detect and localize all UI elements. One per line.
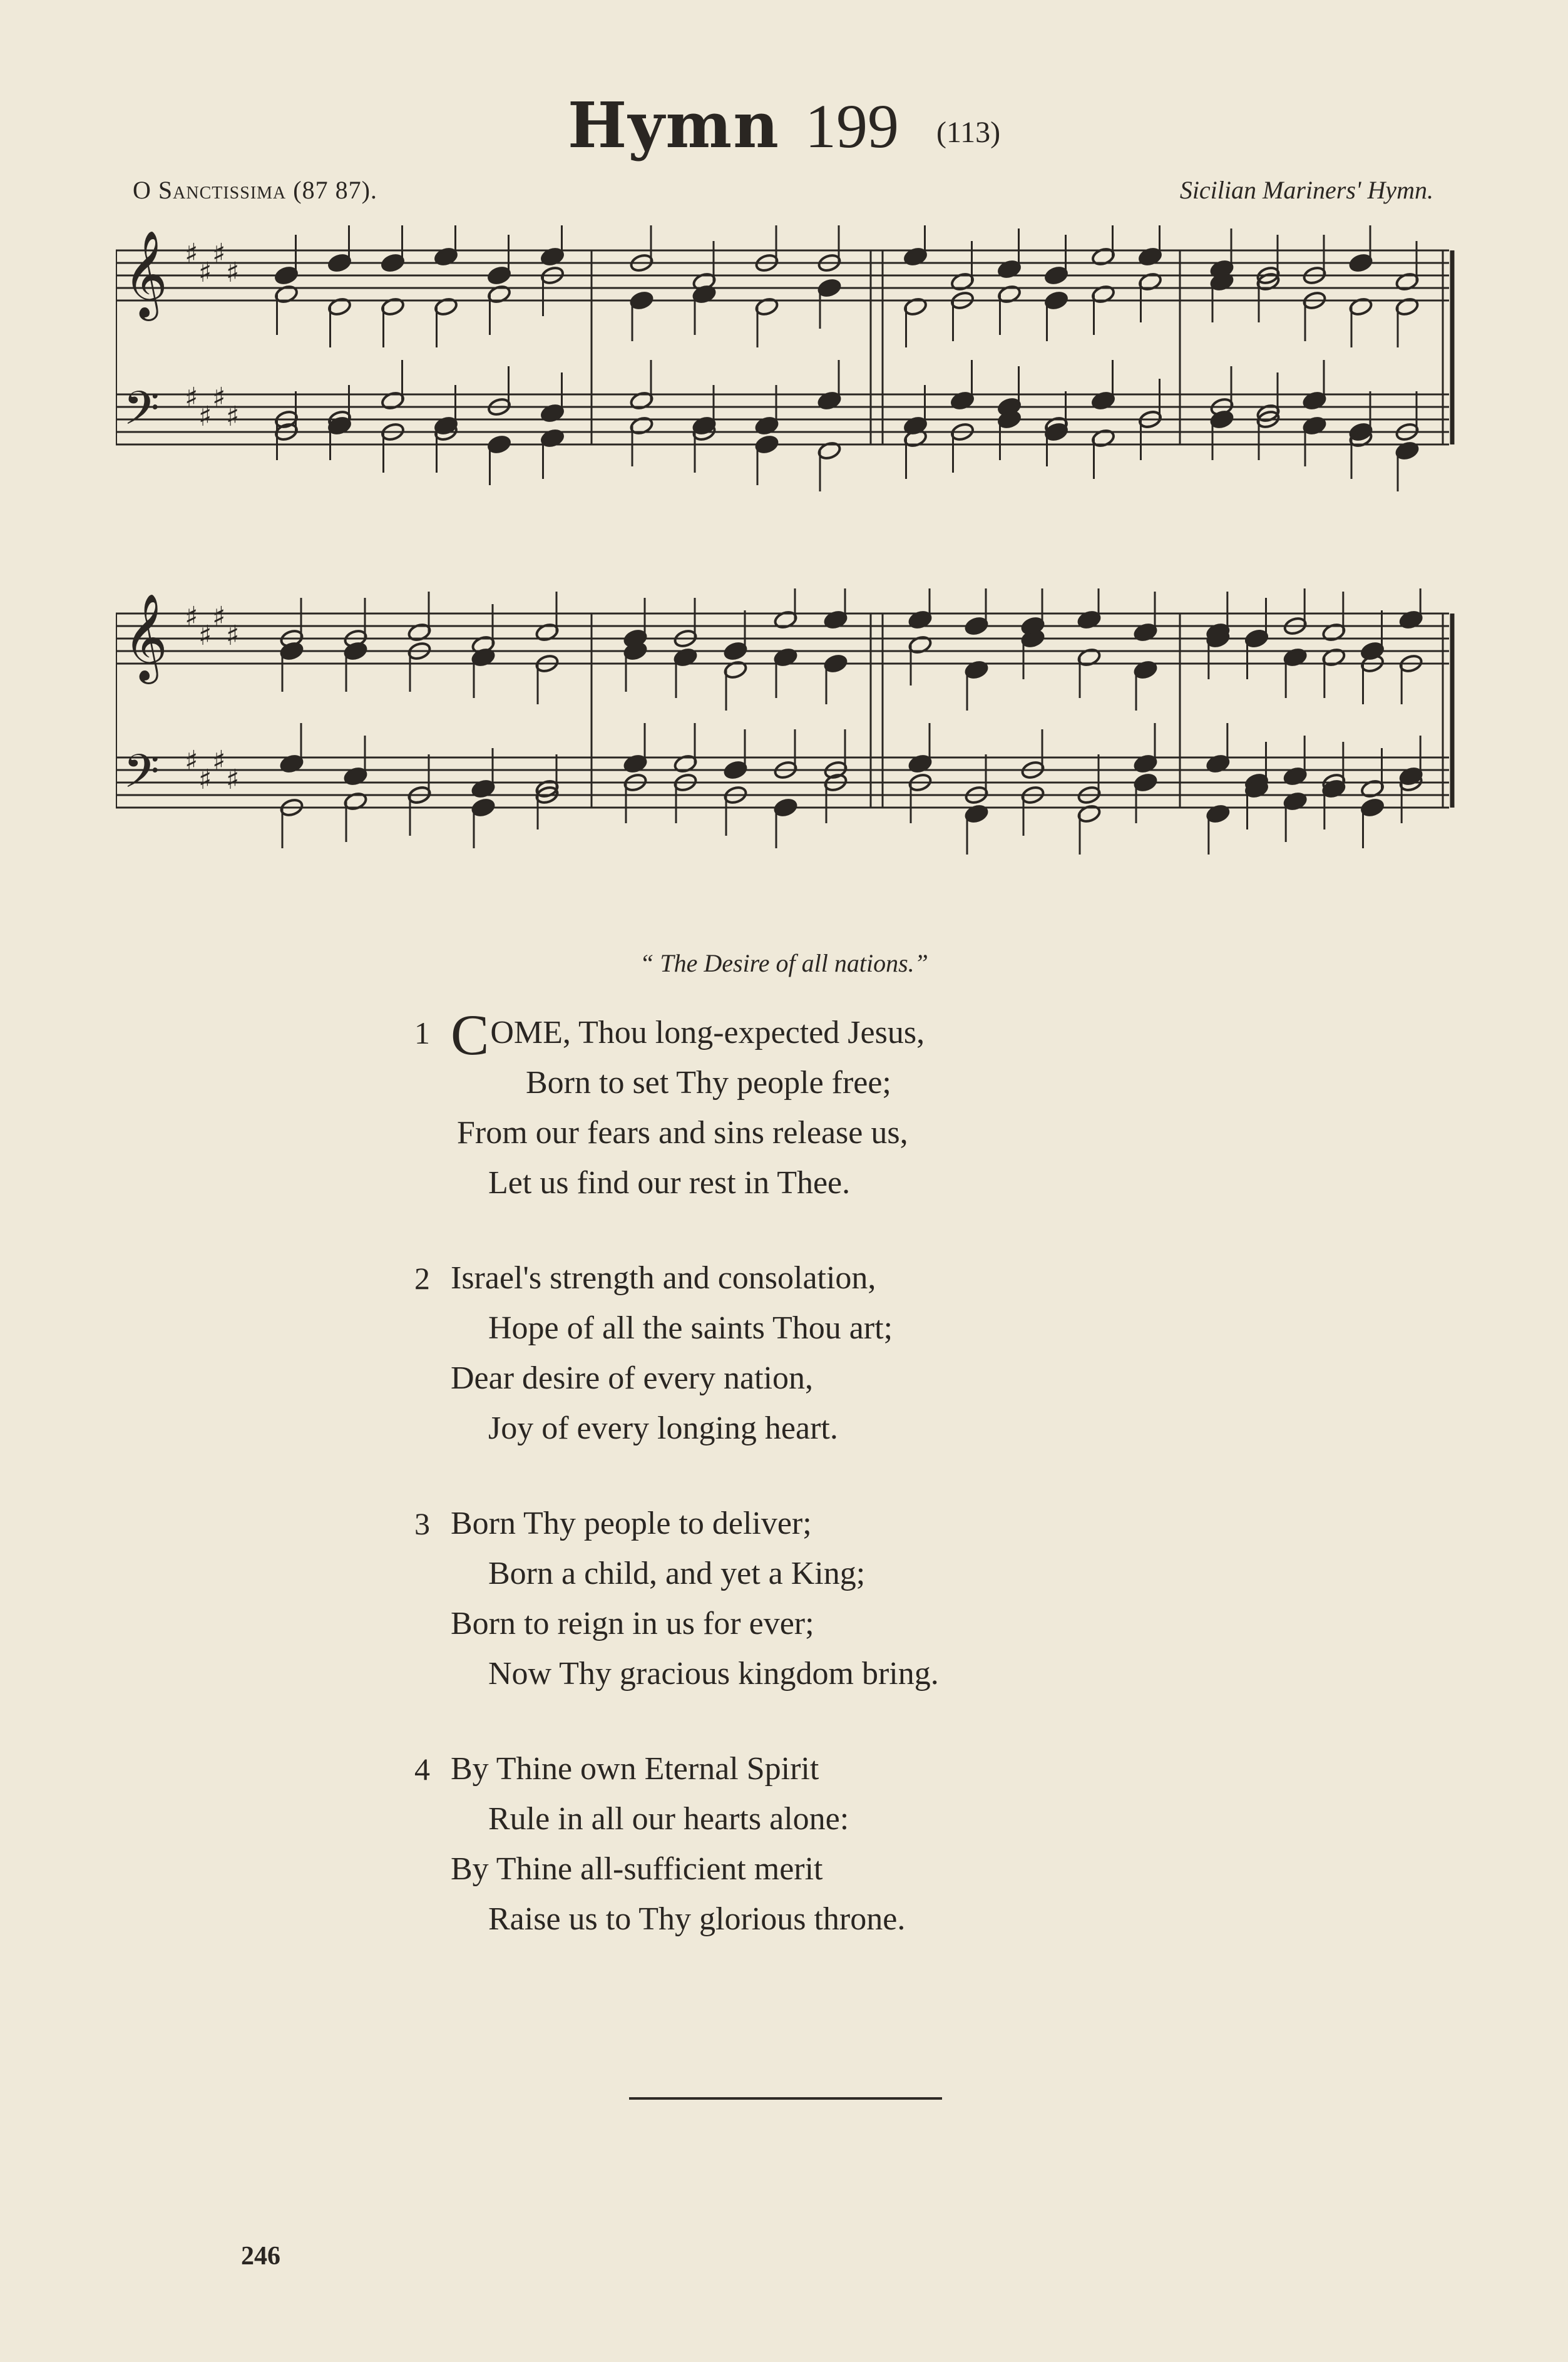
- drop-cap: C: [451, 1003, 489, 1067]
- alt-hymn-number: (113): [936, 116, 1001, 150]
- sharp-icon: ♯: [212, 745, 226, 777]
- verse-line: Born to set Thy people free;: [526, 1065, 891, 1101]
- sharp-icon: ♯: [198, 257, 212, 289]
- verse-line: Israel's strength and consolation,: [451, 1260, 876, 1296]
- verse-1: [414, 1003, 1202, 1208]
- sharp-icon: ♯: [226, 401, 240, 433]
- verse-line: Raise us to Thy glorious throne.: [488, 1901, 906, 1937]
- verse-line: Let us find our rest in Thee.: [488, 1165, 851, 1201]
- treble-clef-icon: 𝄞: [123, 230, 168, 317]
- sharp-icon: ♯: [198, 620, 212, 652]
- end-rule: [629, 2097, 942, 2100]
- hymn-title: [0, 88, 1568, 162]
- music-system-2: [116, 588, 1455, 889]
- music-score-1: [116, 225, 1455, 526]
- sharp-icon: ♯: [198, 401, 212, 433]
- verse-line: Born Thy people to deliver;: [451, 1506, 812, 1541]
- sharp-icon: ♯: [212, 601, 226, 633]
- tune-source: Sicilian Mariners' Hymn.: [1179, 176, 1433, 204]
- sharp-icon: ♯: [226, 257, 240, 289]
- music-score-2: [116, 588, 1455, 889]
- page-number: 246: [241, 2242, 280, 2271]
- verse-line: Now Thy gracious kingdom bring.: [488, 1656, 939, 1692]
- tune-name: O Sanctissima (87 87).: [133, 176, 377, 204]
- music-system-1: [116, 225, 1455, 526]
- sharp-icon: ♯: [185, 238, 198, 270]
- sharp-icon: ♯: [226, 620, 240, 652]
- verse-line: By Thine all-sufficient merit: [451, 1851, 823, 1887]
- sharp-icon: ♯: [185, 382, 198, 414]
- verse-4: [414, 1744, 1202, 1944]
- verses: [414, 1003, 1202, 1990]
- hymn-number: 199: [804, 91, 899, 161]
- verse-number: 2: [414, 1261, 430, 1296]
- sharp-icon: ♯: [226, 764, 240, 796]
- sharp-icon: ♯: [198, 764, 212, 796]
- verse-line: Joy of every longing heart.: [488, 1410, 838, 1446]
- verse-line: By Thine own Eternal Spirit: [451, 1751, 819, 1787]
- verse-line: Born a child, and yet a King;: [488, 1556, 866, 1591]
- sharp-icon: ♯: [185, 745, 198, 777]
- verse-number: 4: [414, 1752, 430, 1787]
- verse-line: OME, Thou long-expected Jesus,: [490, 1015, 925, 1050]
- verse-number: 3: [414, 1506, 430, 1541]
- sharp-icon: ♯: [212, 238, 226, 270]
- verse-line: From our fears and sins release us,: [457, 1115, 908, 1151]
- bass-clef-icon: 𝄢: [123, 744, 160, 810]
- verse-2: [414, 1253, 1202, 1454]
- verse-line: Dear desire of every nation,: [451, 1360, 813, 1396]
- hymn-word: Hymn: [567, 88, 780, 162]
- treble-clef-icon: 𝄞: [123, 593, 168, 680]
- verse-line: Born to reign in us for ever;: [451, 1606, 814, 1641]
- bass-clef-icon: 𝄢: [123, 381, 160, 447]
- verse-line: Rule in all our hearts alone:: [488, 1801, 849, 1837]
- verse-number: 1: [414, 1015, 430, 1050]
- hymn-heading: “ The Desire of all nations.”: [640, 949, 928, 977]
- verse-line: Hope of all the saints Thou art;: [488, 1310, 893, 1346]
- verse-3: [414, 1499, 1202, 1699]
- sharp-icon: ♯: [212, 382, 226, 414]
- sharp-icon: ♯: [185, 601, 198, 633]
